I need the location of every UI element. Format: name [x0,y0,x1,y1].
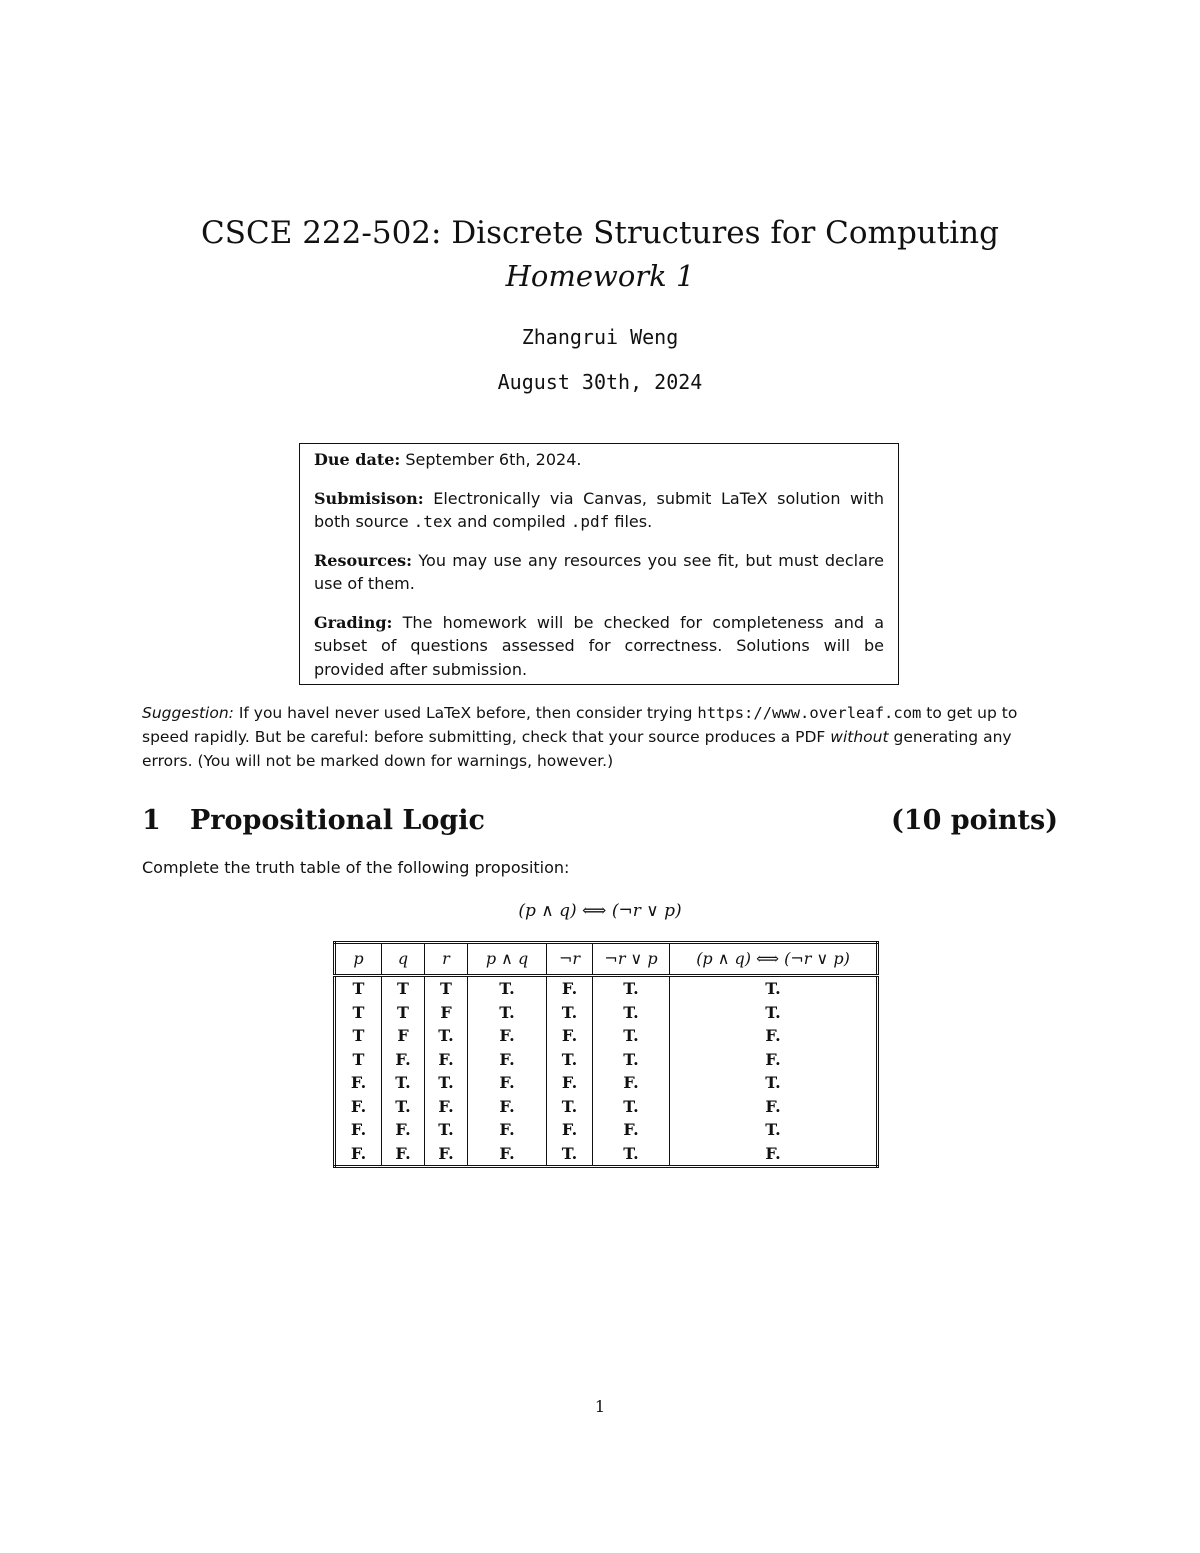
table-cell: F. [350,1096,367,1116]
table-cell: T. [670,1001,878,1025]
table-row [335,1024,878,1048]
table-cell: F. [350,1120,367,1139]
resources-item [314,549,884,596]
column-header: p [335,943,382,976]
due-date-text: September 6th, 2024. [405,450,582,469]
table-cell: F. [382,1142,425,1167]
table-row [335,1142,878,1167]
truth-table-header-row [335,943,878,976]
table-cell: T. [425,1024,468,1048]
table-cell: F. [670,1048,878,1072]
table-cell: F. [547,1071,593,1095]
submission-item [314,487,884,534]
table-cell: T [352,1049,365,1069]
table-cell: T. [468,976,547,1001]
table-cell: T [382,976,425,1001]
table-row [335,1001,878,1025]
grading-label: Grading: [314,612,393,632]
submission-label: Submisison: [314,488,424,508]
table-cell: T [352,979,365,998]
table-cell: F. [468,1118,547,1142]
table-cell: F. [382,1048,425,1072]
table-cell: T. [593,1095,670,1119]
table-cell: T. [547,1142,593,1167]
table-cell: T. [670,976,878,1001]
table-cell: T [425,976,468,1001]
table-cell: F. [547,976,593,1001]
column-header: r [425,943,468,976]
section-intro: Complete the truth table of the following proposition: [142,858,570,877]
table-row [335,1118,878,1142]
resources-text: You may use any resources you see fit, but must declare use of them. [314,550,885,593]
table-cell: T. [547,1048,593,1072]
table-row [335,1095,878,1119]
document-title: CSCE 222-502: Discrete Structures for Computing [201,215,999,251]
page-number: 1 [594,1397,606,1416]
section-heading [142,803,1058,839]
column-header: q [382,943,425,976]
table-cell: T. [670,1071,878,1095]
table-cell: T. [670,1118,878,1142]
table-cell: T. [547,1095,593,1119]
table-row [335,1071,878,1095]
table-cell: F. [593,1118,670,1142]
table-cell: F. [425,1095,468,1119]
suggestion-lead: Suggestion: [142,704,234,722]
table-cell: F. [350,1143,367,1163]
table-cell: F. [468,1071,547,1095]
table-cell: F. [468,1142,547,1167]
section-title: Propositional Logic [190,805,485,836]
table-cell: T. [547,1001,593,1025]
section-number: 1 [142,805,161,836]
table-cell: F. [670,1095,878,1119]
document-subtitle: Homework 1 [505,259,695,293]
table-cell: T. [593,1024,670,1048]
table-cell: F. [468,1024,547,1048]
table-cell: F [425,1001,468,1025]
table-cell: T. [593,1142,670,1167]
table-row [335,1048,878,1072]
table-cell: T. [593,976,670,1001]
table-cell: T [352,1026,365,1045]
author-name: Zhangrui Weng [521,325,679,349]
table-cell: F [382,1024,425,1048]
due-date-label: Due date: [314,450,401,469]
proposition-formula: (p ∧ q) ⟺ (¬r ∨ p) [518,901,682,921]
table-cell: F. [382,1118,425,1142]
table-cell: T. [382,1071,425,1095]
table-cell: F. [468,1095,547,1119]
table-cell: T [352,1002,365,1022]
table-cell: F. [350,1073,367,1092]
column-header: (p ∧ q) ⟺ (¬r ∨ p) [670,943,878,976]
table-cell: T. [593,1001,670,1025]
table-cell: T. [593,1048,670,1072]
table-cell: F. [468,1048,547,1072]
table-cell: F. [425,1142,468,1167]
table-cell: F. [425,1048,468,1072]
table-cell: T. [382,1095,425,1119]
document-date: August 30th, 2024 [497,370,703,394]
submission-text: Electronically via Canvas, submit LaTeX solution with both source .tex and compiled .pdf files. [314,488,884,531]
truth-table [333,941,879,1168]
table-cell: F. [670,1142,878,1167]
table-cell: F. [593,1071,670,1095]
table-cell: T. [468,1001,547,1025]
grading-text: The homework will be checked for completeness and a subset of questions assessed for correctness. Solutions will be provided after submission. [314,612,885,679]
due-date-item [314,448,884,472]
table-cell: F. [547,1024,593,1048]
table-cell: F. [547,1118,593,1142]
resources-label: Resources: [314,550,413,570]
assignment-info-box [299,443,899,685]
column-header: p ∧ q [468,943,547,976]
overleaf-url: https://www.overleaf.com [697,704,922,722]
table-row [335,976,878,1001]
column-header: ¬r [547,943,593,976]
table-cell: T. [425,1071,468,1095]
table-cell: F. [670,1024,878,1048]
column-header: ¬r ∨ p [593,943,670,976]
table-cell: T [382,1001,425,1025]
section-points: (10 points) [891,805,1058,836]
suggestion-paragraph: Suggestion: If you havel never used LaTeX before, then consider trying https://www.overleaf.com to get up to speed rapidly. But be careful: before submitting, check that your source produces a PDF without generating any errors. (You will not be marked down for warnings, however.) [142,704,1018,770]
grading-item [314,611,884,682]
table-cell: T. [425,1118,468,1142]
